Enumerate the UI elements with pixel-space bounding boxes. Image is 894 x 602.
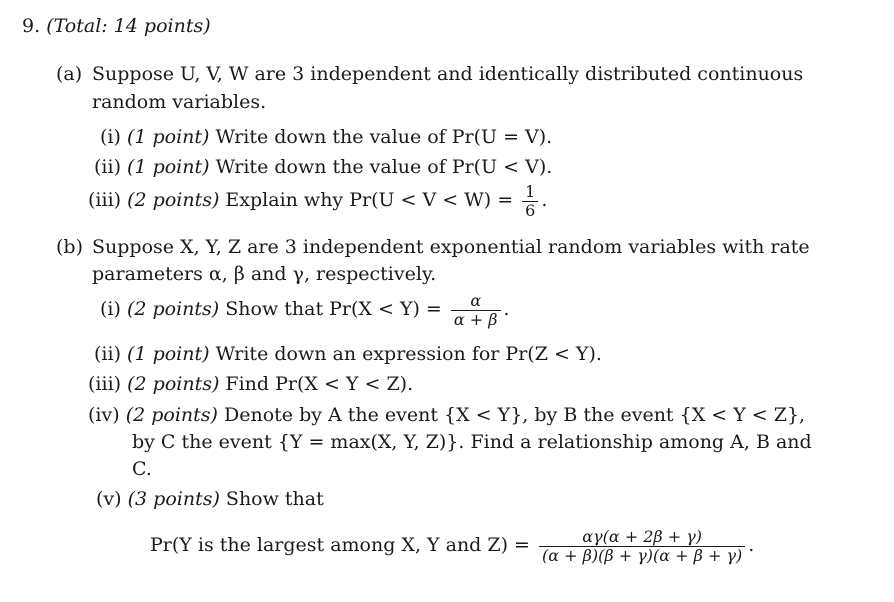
- fraction-denominator: 6: [525, 200, 536, 220]
- item-label: (ii): [94, 343, 121, 365]
- part-b-item-i: [100, 292, 510, 328]
- item-label: (iii): [88, 189, 122, 212]
- part-b-item-iv-line-2: by C the event {Y = max(X, Y, Z)}. Find a relationship among A, B and: [132, 431, 812, 453]
- fraction-numerator: αγ(α + 2β + γ): [539, 528, 745, 547]
- equation-tail: .: [748, 534, 755, 557]
- item-label: (ii): [94, 156, 121, 178]
- item-text: Show that Pr(X < Y) =: [225, 298, 442, 321]
- item-tail: .: [541, 189, 548, 212]
- fraction-numerator: α: [451, 292, 501, 311]
- final-equation: [150, 528, 754, 564]
- part-b-item-v: [96, 487, 324, 512]
- fraction-denominator: (α + β)(β + γ)(α + β + γ): [542, 545, 743, 565]
- item-label: (iv): [88, 404, 120, 426]
- question-total: (Total: 14 points): [46, 15, 211, 37]
- item-points: (1 point): [126, 126, 210, 148]
- part-a-item-iii: [88, 183, 547, 219]
- item-points: (2 points): [125, 404, 218, 426]
- fraction: [451, 292, 501, 328]
- part-a-intro-2: random variables.: [92, 91, 267, 113]
- item-label: (v): [96, 488, 122, 510]
- item-points: (2 points): [126, 298, 220, 321]
- part-b-label: (b): [56, 236, 83, 258]
- item-points: (2 points): [127, 373, 220, 395]
- fraction-denominator: α + β: [453, 309, 498, 329]
- item-label: (i): [100, 126, 121, 148]
- item-text: Explain why Pr(U < V < W) =: [225, 189, 514, 212]
- item-text: Show that: [225, 488, 324, 510]
- part-a-item-i: [100, 125, 552, 150]
- item-points: (1 point): [127, 343, 210, 365]
- item-text: Write down an expression for Pr(Z < Y).: [215, 343, 602, 365]
- part-a-item-ii: [94, 155, 552, 180]
- equation-fraction: [539, 528, 745, 564]
- question-header: [22, 14, 211, 39]
- item-text: Write down the value of Pr(U < V).: [215, 156, 553, 178]
- part-b-item-iv-line-3: C.: [132, 458, 152, 480]
- part-b-intro-1: Suppose X, Y, Z are 3 independent exponential random variables with rate: [92, 236, 810, 258]
- part-b-item-ii: [94, 342, 602, 367]
- part-b-item-iv: [88, 403, 805, 428]
- part-a-intro-1: Suppose U, V, W are 3 independent and identically distributed continuous: [92, 63, 804, 85]
- item-label: (iii): [88, 373, 122, 395]
- item-text: Find Pr(X < Y < Z).: [225, 373, 414, 395]
- item-tail: .: [503, 298, 510, 321]
- item-points: (2 points): [127, 189, 220, 212]
- item-text: Denote by A the event {X < Y}, by B the event {X < Y < Z},: [224, 404, 806, 426]
- part-b-item-iii: [88, 372, 413, 397]
- part-b-intro-2: parameters α, β and γ, respectively.: [92, 263, 437, 285]
- part-a-label: (a): [56, 63, 83, 85]
- item-text: Write down the value of Pr(U = V).: [215, 126, 553, 148]
- question-number: 9.: [22, 15, 41, 37]
- item-points: (1 point): [127, 156, 210, 178]
- fraction-numerator: 1: [522, 183, 538, 202]
- item-points: (3 points): [127, 488, 220, 510]
- equation-lhs: Pr(Y is the largest among X, Y and Z) =: [150, 534, 530, 557]
- item-label: (i): [100, 298, 121, 321]
- fraction: [522, 183, 538, 219]
